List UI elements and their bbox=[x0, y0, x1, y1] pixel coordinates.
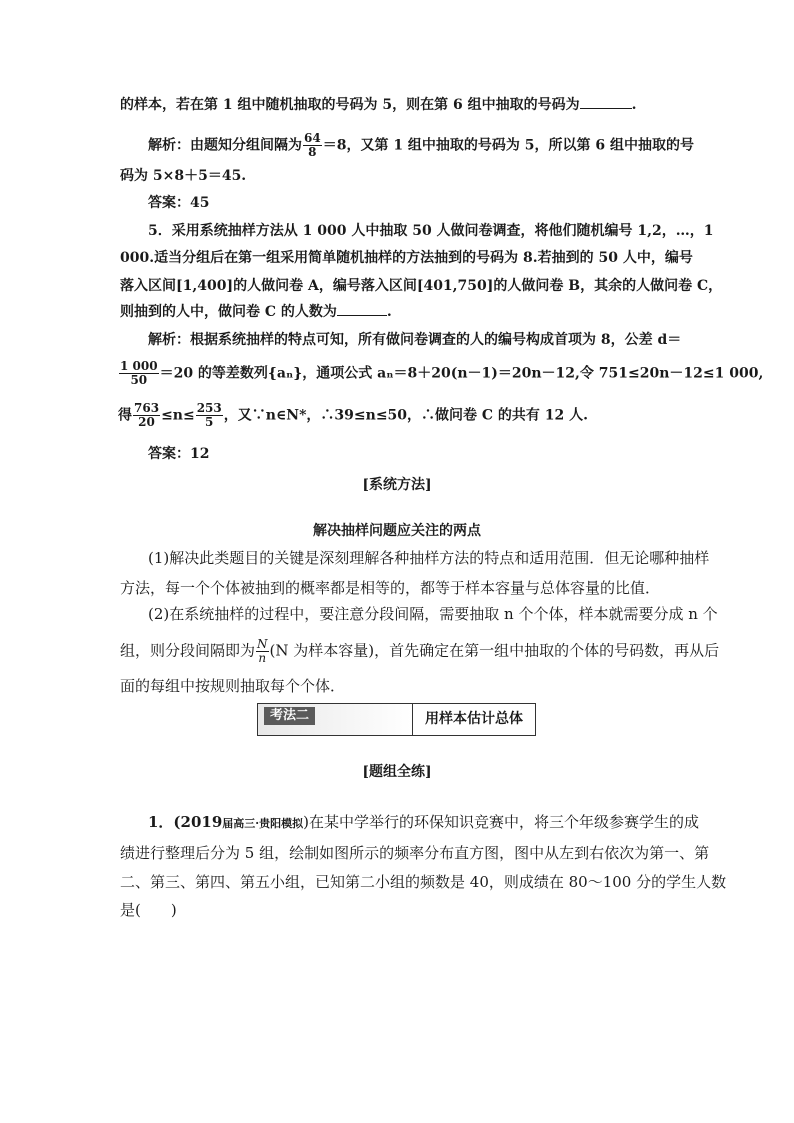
fraction-N-n: $\frac{N}{n}$ bbox=[257, 637, 268, 665]
method-header: [系统方法] bbox=[362, 477, 432, 493]
method-title: 解决抽样问题应关注的两点 bbox=[313, 523, 481, 539]
answer-blank bbox=[580, 108, 632, 109]
fraction-253-5: $\frac{253}{5}$ bbox=[196, 401, 222, 429]
q5-line1: 5．采用系统抽样方法从 1 000 人中抽取 50 人做问卷调查，将他们随机编号 1,2，…，1 bbox=[148, 223, 714, 239]
q4-solution-line1: 解析：由题知分组间隔为 $\frac{64}{8}$ ＝8，又第 1 组中抽取的号码为 5，所以第 6 组中抽取的号 bbox=[148, 131, 695, 159]
q5-solution-line1: 解析：根据系统抽样的特点可知，所有做问卷调查的人的编号构成首项为 8，公差 d＝ bbox=[148, 332, 682, 348]
q4-solution-line2: 码为 5×8＋5＝45. bbox=[120, 168, 247, 184]
section-banner bbox=[257, 703, 536, 736]
section-banner-title: 用样本估计总体 bbox=[425, 711, 523, 727]
q1-line2: 绩进行整理后分为 5 组，绘制如图所示的频率分布直方图，图中从左到右依次为第一、第 bbox=[120, 844, 710, 862]
q5-solution-line2: $\frac{1 000}{50}$ ＝20 的等差数列{aₙ}，通项公式 aₙ＝8＋20(n－1)＝20n－12,令 751≤20n－12≤1 000, bbox=[120, 359, 764, 387]
answer-blank bbox=[337, 315, 387, 316]
q5-line2: 000.适当分组后在第一组采用简单随机抽样的方法抽到的号码为 8.若抽到的 50 人中，编号 bbox=[120, 250, 693, 266]
fraction-763-20: $\frac{763}{20}$ bbox=[134, 401, 160, 429]
method-point1-line2: 方法，每一个个体被抽到的概率都是相等的，都等于样本容量与总体容量的比值． bbox=[120, 579, 661, 597]
q5-solution-line3: 得 $\frac{763}{20}$ ≤n≤ $\frac{253}{5}$ ，又∵n∈N*，∴39≤n≤50，∴做问卷 C 的共有 12 人. bbox=[118, 401, 589, 429]
q1-line1: 1．(2019届高三·贵阳模拟)在某中学举行的环保知识竞赛中，将三个年级参赛学生的成 bbox=[148, 813, 699, 831]
fraction-1000-50: $\frac{1 000}{50}$ bbox=[120, 359, 158, 387]
section-tag: 考法二 bbox=[264, 707, 315, 725]
fraction-64-8: $\frac{64}{8}$ bbox=[304, 131, 321, 159]
method-point2-line1: (2)在系统抽样的过程中，要注意分段间隔，需要抽取 n 个个体，样本就需要分成 n 个 bbox=[148, 605, 718, 623]
method-point2-line3: 面的每组中按规则抽取每个个体． bbox=[120, 677, 346, 695]
q4-answer: 答案：45 bbox=[148, 195, 210, 211]
q5-line3: 落入区间[1,400]的人做问卷 A，编号落入区间[401,750]的人做问卷 B，其余的人做问卷 C， bbox=[120, 278, 723, 294]
question-source: 届高三·贵阳模拟 bbox=[222, 817, 304, 830]
section-banner-tag-area bbox=[258, 704, 413, 735]
method-point1-line1: (1)解决此类题目的关键是深刻理解各种抽样方法的特点和适用范围．但无论哪种抽样 bbox=[148, 549, 710, 567]
q5-line4: 则抽到的人中，做问卷 C 的人数为 . bbox=[120, 304, 392, 320]
method-point2-line2: 组，则分段间隔即为 $\frac{N}{n}$ (N 为样本容量)，首先确定在第一组中抽取的个体的号码数，再从后 bbox=[120, 637, 720, 665]
q1-line4: 是( ) bbox=[120, 901, 177, 919]
q4-last-line: 的样本，若在第 1 组中随机抽取的号码为 5，则在第 6 组中抽取的号码为 . bbox=[120, 97, 637, 113]
q5-answer: 答案：12 bbox=[148, 446, 210, 462]
q1-line3: 二、第三、第四、第五小组，已知第二小组的频数是 40，则成绩在 80～100 分的学生人数 bbox=[120, 873, 727, 891]
group-header: [题组全练] bbox=[362, 764, 432, 780]
